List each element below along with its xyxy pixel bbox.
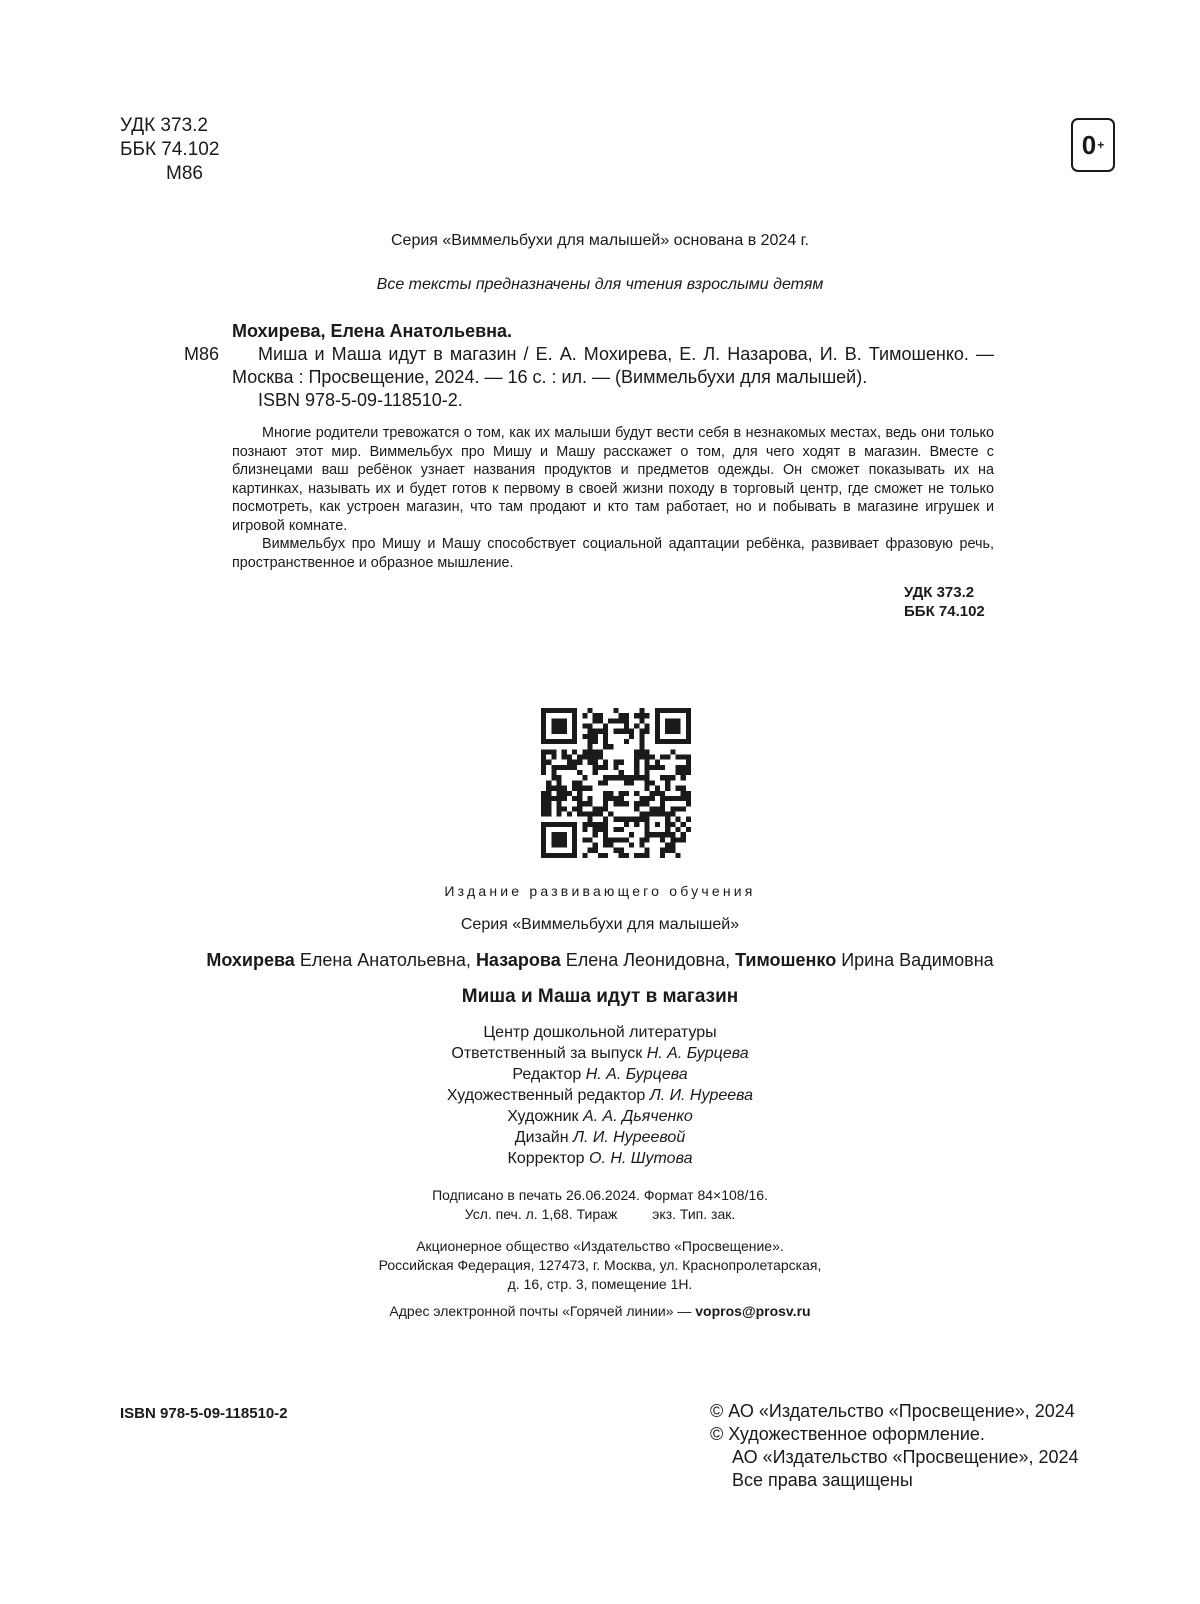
hotline-email: vopros@prosv.ru (695, 1303, 811, 1319)
credit-role: Художник (507, 1108, 579, 1125)
udk-code-right: УДК 373.2 (904, 584, 975, 601)
credit-line (0, 1106, 1200, 1127)
record-isbn: ISBN 978-5-09-118510-2. (258, 390, 463, 410)
publisher-line: Российская Федерация, 127473, г. Москва, ул. Краснопролетарская, (378, 1257, 822, 1273)
credit-name: А. А. Дьяченко (582, 1108, 693, 1125)
credit-name: Л. И. Нуреевой (572, 1129, 686, 1146)
credit-line (0, 1085, 1200, 1106)
copyright-block (710, 1400, 1079, 1492)
credit-role: Художественный редактор (446, 1087, 646, 1104)
publisher-info (0, 1237, 1200, 1294)
credit-name: Н. А. Бурцева (585, 1066, 688, 1083)
hotline-label: Адрес электронной почты «Горячей линии» — (389, 1303, 692, 1319)
credit-line (0, 1064, 1200, 1085)
publisher-line: Акционерное общество «Издательство «Просвещение». (416, 1238, 784, 1254)
book-title: Миша и Маша идут в магазин (461, 986, 739, 1007)
credit-line (0, 1127, 1200, 1148)
credit-name: О. Н. Шутова (589, 1150, 693, 1167)
age-rating-suffix: + (1097, 138, 1105, 152)
authors-line (0, 950, 1200, 971)
publisher-line: д. 16, стр. 3, помещение 1Н. (507, 1276, 693, 1292)
author-surname: Тимошенко (735, 950, 837, 970)
credit-name: Л. И. Нуреева (649, 1087, 754, 1104)
annotation (232, 424, 994, 572)
reading-note: Все тексты предназначены для чтения взрослыми детям (376, 276, 824, 293)
credits-block (0, 1022, 1200, 1169)
age-rating-badge (1071, 118, 1115, 172)
qr-code (541, 708, 691, 858)
annotation-paragraph: Виммельбух про Мишу и Машу способствует социальной адаптации ребёнка, развивает фразовую речь, пространственное и образное мышление. (232, 536, 994, 571)
classification-codes (120, 114, 219, 186)
author-names: Ирина Вадимовна (841, 950, 994, 970)
record-author-mark: М86 (184, 344, 220, 364)
bibliographic-record (184, 320, 994, 412)
classification-codes-right (904, 583, 985, 621)
author-surname: Назарова (475, 950, 561, 970)
record-description: Миша и Маша идут в магазин / Е. А. Мохирева, Е. Л. Назарова, И. В. Тимошенко. — Москва : Просвещение, 2024. — 16 с. : ил. — (Виммельбухи для малышей). (232, 344, 994, 387)
credit-role: Корректор (507, 1150, 585, 1167)
author-mark: М86 (166, 163, 203, 184)
age-rating-value: 0 (1081, 129, 1097, 160)
bbk-code: ББК 74.102 (120, 139, 220, 160)
credit-line (0, 1043, 1200, 1064)
edition-type: Издание развивающего обучения (444, 883, 756, 899)
author-surname: Мохирева (206, 950, 295, 970)
udk-code: УДК 373.2 (120, 115, 208, 136)
credit-role: Дизайн (514, 1129, 569, 1146)
publishing-center: Центр дошкольной литературы (483, 1024, 717, 1041)
copyright-line: АО «Издательство «Просвещение», 2024 (732, 1447, 1079, 1467)
print-info-line: Подписано в печать 26.06.2024. Формат 84×108/16. (432, 1187, 768, 1203)
credit-name: Н. А. Бурцева (646, 1045, 749, 1062)
author-names: Елена Леонидовна, (565, 950, 731, 970)
copyright-line: © АО «Издательство «Просвещение», 2024 (710, 1401, 1075, 1421)
series-name: Серия «Виммельбухи для малышей» (460, 916, 740, 933)
isbn-bottom: ISBN 978-5-09-118510-2 (120, 1405, 288, 1422)
copyright-line: © Художественное оформление. (710, 1424, 985, 1444)
author-names: Елена Анатольевна, (299, 950, 471, 970)
record-author: Мохирева, Елена Анатольевна. (232, 321, 513, 341)
annotation-paragraph: Многие родители тревожатся о том, как их малыши будут вести себя в незнакомых местах, ведь они только познают этот мир. Виммельбух про Мишу и Машу расскажет о том, для чего ходят в магазин. Вместе с близнецами ваш ребёнок узнает названия продуктов и предметов одежды. Он сможет показывать их на картинках, называть их и будет готов к первому в своей жизни походу в торговый центр, где сможет не только посмотреть, как устроен магазин, что там продают и кто там работает, но и побывать в магазине игрушек и игровой комнате. (232, 425, 994, 534)
credit-role: Редактор (512, 1066, 582, 1083)
series-founded-note: Серия «Виммельбухи для малышей» основана в 2024 г. (390, 232, 809, 249)
print-info-line: Усл. печ. л. 1,68. Тираж экз. Тип. зак. (464, 1206, 736, 1222)
credit-line (0, 1148, 1200, 1169)
credit-role: Ответственный за выпуск (451, 1045, 643, 1062)
hotline-line (0, 1303, 1200, 1319)
print-info (0, 1186, 1200, 1224)
bbk-code-right: ББК 74.102 (904, 603, 985, 620)
copyright-line: Все права защищены (732, 1470, 913, 1490)
